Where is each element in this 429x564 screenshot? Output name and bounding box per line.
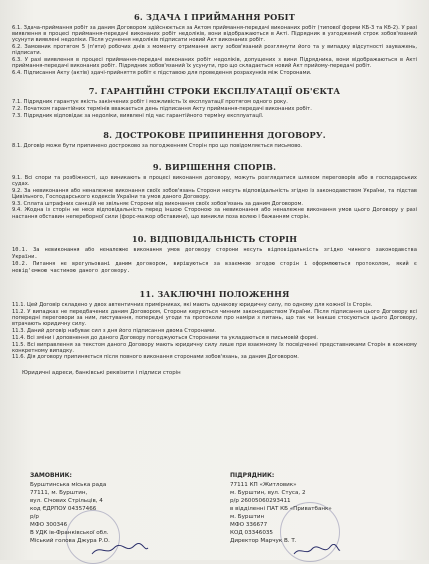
clause-10-1: 10.1. За невиконання або неналежне виконання умов договору сторони несуть відповідальність згідно чинного законодавства України.	[12, 246, 417, 260]
clause-7-3: 7.3. Підрядник відповідає за недоліки, виявлені під час гарантійного терміну експлуатації.	[12, 112, 264, 119]
contractor-line-1: 77111 КП «Житловик»	[230, 482, 297, 488]
customer-line-7: В УДК ів-Франківської обл.	[30, 530, 109, 536]
contractor-line-5: м. Бурштин	[230, 514, 265, 520]
section-9-body	[12, 175, 417, 220]
section-11-body	[12, 302, 417, 360]
customer-line-4: код ЄДРПОУ 04357466	[30, 506, 97, 512]
contract-body	[12, 6, 417, 381]
clause-11-6: 11.6. Дія договору припиняється після повного виконання сторонами зобов'язань, за даним Договором.	[12, 354, 299, 361]
clause-8-1: 8.1. Договір може бути припинено достроково за погодженням Сторін про що повідомляється письмово.	[12, 142, 303, 149]
clause-11-2: 11.2. У випадках не передбачених даним Договором, Сторони керуються чинним законодавством України. Після підписання цього Договору всі попередні переговори за ним, листування, попередні угоди та протоколи про наміри з питань, що так чи інакше стосуються цього Договору, втрачають юридичну силу.	[12, 309, 417, 328]
customer-line-1: Бурштинська міська рада	[30, 482, 107, 488]
clause-11-4: 11.4. Всі зміни і доповнення до даного Договору погоджуються Сторонами та укладаються в письмовій формі.	[12, 334, 319, 341]
contractor-block	[230, 472, 405, 545]
contractor-line-4: в відділенні ПАТ КБ «Приватбанк»	[230, 506, 332, 512]
clause-9-3: 9.3. Сплата штрафних санкцій не звільняє Сторони від виконання своїх зобов'язань за даним Договором.	[12, 200, 304, 207]
customer-block	[30, 472, 205, 545]
contractor-line-2: м. Бурштин, вул. Стуса, 2	[230, 490, 306, 496]
clause-6-2: 6.2. Замовник протягом 5 (п'яти) робочих днів з моменту отримання акту зобов'язаний розглянути його та у випадку відсутності зауважень, підписати.	[12, 44, 417, 57]
section-11-title: 11. ЗАКЛЮЧНІ ПОЛОЖЕННЯ	[139, 289, 290, 300]
clause-11-1: 11.1. Цей Договір складено у двох автентичних примірниках, які мають однакову юридичну силу, по одному для кожної із Сторін.	[12, 302, 373, 309]
customer-signature-icon	[90, 542, 150, 558]
clause-6-3: 6.3. У разі виявлення в процесі приймання-передачі виконаних робіт недоліків, допущених з вини Підрядника, вони відображаються в Акті приймання-передачі виконаних робіт. Підрядник зобов'язаний їх усунути, про що складається новий Акт прийому-передачі робіт.	[12, 57, 417, 70]
customer-line-6: МФО 300346	[30, 522, 68, 528]
clause-6-4: 6.4. Підписання Акту (актів) здачі-прийняття робіт є підставою для проведення розрахунків між Сторонами.	[12, 69, 312, 76]
clause-11-5: 11.5. Всі виправлення за текстом даного Договору мають юридичну силу лише при взаємному їх посвідченні представниками Сторін в кожному конкретному випадку.	[12, 341, 417, 354]
parties-requisites	[30, 472, 410, 558]
section-8-title: 8. ДОСТРОКОВЕ ПРИПИНЕННЯ ДОГОВОРУ.	[103, 129, 326, 140]
customer-line-3: вул. Січових Стрільців, 4	[30, 498, 103, 504]
contractor-line-7: КОД 03346035	[230, 530, 273, 536]
section-6-title: 6. ЗДАЧА І ПРИЙМАННЯ РОБІТ	[134, 12, 295, 22]
contractor-title: ПІДРЯДНИК:	[230, 472, 275, 479]
contractor-line-6: МФО 336677	[230, 522, 268, 528]
section-7-title: 7. ГАРАНТІЙНІ СТРОКИ ЕКСПЛУАТАЦІЇ ОБ'ЄКТА	[88, 86, 341, 97]
clause-9-4: 9.4. Жодна із сторін не несе відповідальність перед іншою Стороною за невиконання або неналежне виконання умов цього Договору у разі настання обставин непереборної сили (форс-мажор обставини), що виникли поза волею і бажанням сторін.	[12, 207, 417, 220]
clause-9-2: 9.2. За невиконання або неналежне виконання своїх зобов'язань Сторони несуть відповідальність згідно із законодавством України, та підстав Цивільного, Господарського кодексів України та умов даного Договору.	[12, 187, 417, 201]
clause-6-1: 6.1. Здача-приймання робіт за даним Договором здійснюється за Актом приймання-передачі виконаних робіт (типової форми КБ-3 та Кб-2). У разі виявлення в процесі приймання-передачі виконаних робіт недоліків, вони відображаються в Акті. Підрядник в узгоджений строк зобов'язаний усунути виявлені недоліки. Після усунення недоліків підписати новий Акт виконаних робіт.	[12, 25, 417, 44]
requisites-title: Юридичні адреси, банківські реквізити і підписи сторін	[22, 369, 181, 376]
section-7-body	[12, 99, 417, 119]
contractor-line-8: Директор Марчук В. Т.	[230, 538, 297, 544]
section-9-title: 9. ВИРІШЕННЯ СПОРІВ.	[152, 161, 277, 172]
contractor-line-3: р/р 26005060293411	[230, 498, 291, 504]
section-6-body	[12, 25, 417, 76]
clause-11-3: 11.3. Даний договір набуває сил з дня його підписання двома Сторонами.	[12, 328, 217, 335]
clause-9-1: 9.1. Всі спори та розбіжності, що виникають в процесі виконання договору, можуть розглядатися шляхом переговорів або в господарських судах.	[12, 174, 417, 188]
clause-7-1: 7.1. Підрядник гарантує якість закінчених робіт і можливість їх експлуатації протягом одного року.	[12, 99, 288, 106]
section-8-body	[12, 143, 417, 149]
clause-7-2: 7.2. Початком гарантійних термінів вважається день підписання Акту приймання-передачі виконаних робіт.	[12, 105, 312, 112]
customer-line-8: Міський голова Джура Р.О.	[30, 538, 110, 544]
contractor-signature-icon	[292, 544, 342, 558]
clause-10-2: 10.2. Питання не врегульовані даним договором, вирішуються за взаємною згодою сторін і оформлюються протоколом, який є невід'ємною частиною даного договору.	[12, 261, 417, 275]
section-10-body	[12, 247, 417, 276]
section-10-title: 10. ВІДПОВІДАЛЬНІСТЬ СТОРІН	[131, 233, 298, 244]
customer-title: ЗАМОВНИК:	[30, 472, 72, 479]
customer-line-2: 77111, м. Бурштин,	[30, 490, 88, 496]
customer-line-5: р/р	[30, 514, 39, 520]
